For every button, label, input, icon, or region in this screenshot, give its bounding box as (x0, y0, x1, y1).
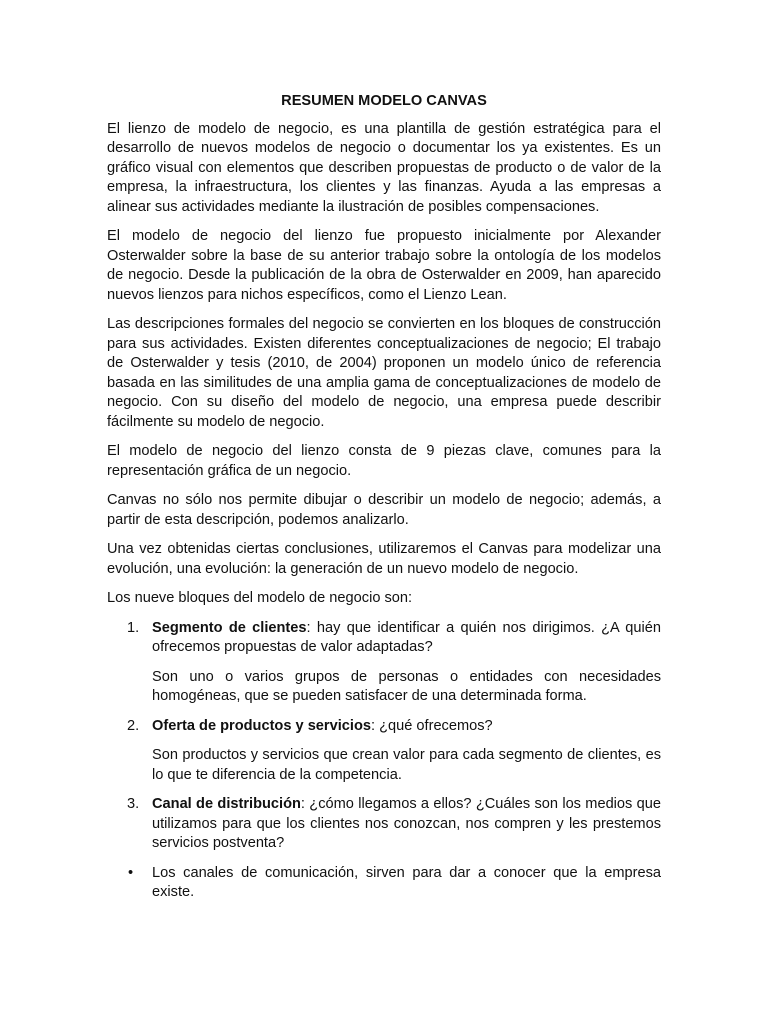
list-text: : ¿cómo llegamos a ellos? ¿Cuáles son los medios que utilizamos para que los clientes nos conozcan, nos compren y les prestemos servicios postventa? (152, 796, 662, 851)
list-number: 2. (127, 717, 140, 734)
list-item-segmento (107, 619, 661, 658)
list-term: Segmento de clientes (152, 619, 307, 636)
document-page (107, 92, 661, 913)
paragraph-evolution: Una vez obtenidas ciertas conclusiones, utilizaremos el Canvas para modelizar una evolución, una evolución: la generación de un nuevo modelo de negocio. (107, 541, 661, 577)
paragraph-descriptions: Las descripciones formales del negocio se convierten en los bloques de construcción para sus actividades. Existen diferentes conceptualizaciones de negocio; El trabajo de Osterwalder y tesis (2010, de 2004) proponen un modelo único de referencia basada en las similitudes de una amplia gama de conceptualizaciones de modelo de negocio. Con su diseño del modelo de negocio, una empresa puede describir fácilmente su modelo de negocio. (107, 316, 661, 430)
bullet-item-canales (107, 864, 661, 903)
list-term: Canal de distribución (152, 796, 301, 812)
paragraph-intro: El lienzo de modelo de negocio, es una plantilla de gestión estratégica para el desarrollo de nuevos modelos de negocio o documentar los ya existentes. Es un gráfico visual con elementos que describen propuestas de producto o de valor de la empresa, la infraestructura, los clientes y las finanzas. Ayuda a las empresas a alinear sus actividades mediante la ilustración de posibles compensaciones. (107, 120, 661, 215)
list-item-oferta (107, 717, 661, 737)
list-number: 3. (127, 796, 140, 812)
list-text: : hay que identificar a quién nos dirigimos. ¿A quién ofrecemos propuestas de valor adaptadas? (152, 619, 661, 655)
list-term: Oferta de productos y servicios (152, 717, 371, 734)
list-detail: Son uno o varios grupos de personas o entidades con necesidades homogéneas, que se pueden satisfacer de una determinada forma. (152, 668, 661, 704)
list-detail: Son productos y servicios que crean valor para cada segmento de clientes, es lo que te diferencia de la competencia. (152, 747, 661, 783)
list-text: : ¿qué ofrecemos? (370, 717, 493, 734)
paragraph-origin: El modelo de negocio del lienzo fue propuesto inicialmente por Alexander Osterwalder sobre la base de su anterior trabajo sobre la ontología de los modelos de negocio. Desde la publicación de la obra de Osterwalder en 2009, han aparecido nuevos lienzos para nichos específicos, como el Lienzo Lean. (107, 228, 661, 303)
bullet-text: Los canales de comunicación, sirven para dar a conocer que la empresa existe. (152, 864, 661, 900)
paragraph-nine-blocks-intro: Los nueve bloques del modelo de negocio son: (107, 590, 413, 606)
paragraph-canvas-analysis: Canvas no sólo nos permite dibujar o describir un modelo de negocio; además, a partir de esta descripción, podemos analizarlo. (107, 492, 661, 528)
document-title: RESUMEN MODELO CANVAS (281, 93, 487, 109)
blocks-list (107, 619, 661, 903)
paragraph-nine-pieces: El modelo de negocio del lienzo consta de 9 piezas clave, comunes para la representación gráfica de un negocio. (107, 443, 661, 479)
bullet-icon: • (128, 864, 134, 881)
list-item-canal (107, 795, 661, 854)
list-number: 1. (127, 619, 140, 636)
